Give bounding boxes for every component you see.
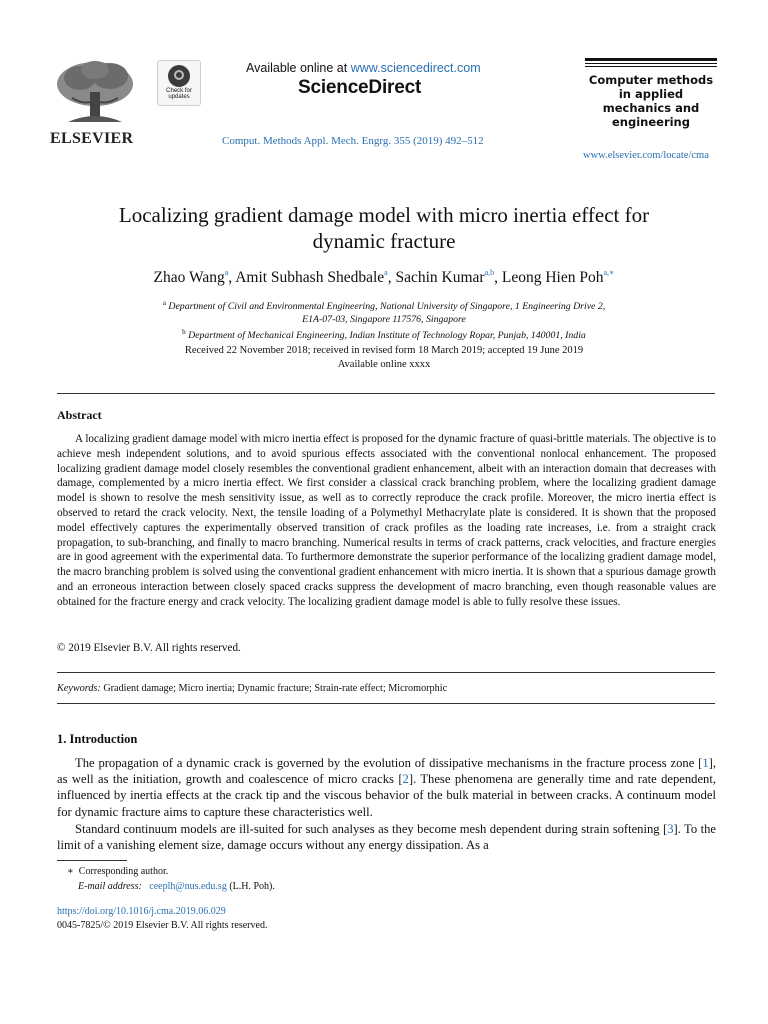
author-affiliation-mark[interactable]: a (384, 268, 388, 277)
author-affiliation-mark[interactable]: a,∗ (603, 268, 615, 277)
received-dates: Received 22 November 2018; received in revised form 18 March 2019; accepted 19 June 2019 (184, 345, 584, 356)
author-affiliation-mark[interactable]: a,b (484, 268, 495, 277)
affiliation-b-line1: Department of Mechanical Engineering, Indian Institute of Technology Ropar, Punjab, 140001, India (188, 330, 586, 341)
affiliation-a-line1: Department of Civil and Environmental Engineering, National University of Singapore, 1 Engineering Drive 2, (168, 301, 606, 312)
paper-title: Localizing gradient damage model with micro inertia effect for dynamic fracture (118, 203, 650, 253)
abstract-heading: Abstract (57, 408, 102, 422)
author-affiliation-mark[interactable]: a (224, 268, 229, 277)
available-online-date: Available online xxxx (337, 359, 431, 370)
author-name[interactable]: Sachin Kumar (395, 269, 485, 286)
citation-link[interactable]: 1 (702, 756, 709, 770)
journal-citation-link[interactable]: Comput. Methods Appl. Mech. Engrg. 355 (2019) 492–512 (222, 135, 484, 147)
author-name[interactable]: Amit Subhash Shedbale (235, 269, 385, 286)
check-updates-icon (168, 65, 190, 87)
citation-link[interactable]: 3 (667, 822, 674, 836)
affiliation-a-line2: E1A-07-03, Singapore 117576, Singapore (302, 314, 466, 325)
author-name[interactable]: Zhao Wang (153, 269, 225, 286)
publisher-name: ELSEVIER (50, 130, 134, 147)
keywords-label: Keywords: (57, 683, 101, 694)
keywords-text: Gradient damage; Micro inertia; Dynamic fracture; Strain-rate effect; Micromorphic (100, 683, 448, 694)
sciencedirect-link[interactable]: www.sciencedirect.com (350, 61, 481, 75)
abstract-copyright: © 2019 Elsevier B.V. All rights reserved. (57, 642, 241, 654)
journal-name: Computer methods in applied mechanics and engineering (588, 73, 714, 129)
divider (57, 703, 715, 704)
sciencedirect-wordmark: ScienceDirect (298, 77, 422, 98)
corresponding-author-note: ∗ Corresponding author. (67, 866, 169, 877)
issn-copyright: 0045-7825/© 2019 Elsevier B.V. All rights reserved. (57, 920, 268, 931)
journal-masthead (585, 58, 717, 129)
abstract-body: A localizing gradient damage model with micro inertia effect is proposed for the dynamic fracture of quasi-brittle materials. The objective is to achieve mesh independent solutions, and to avoid spurious effects associated with the conventional nonlocal enhancement. The proposed localizing gradient damage model closely resembles the conventional gradient enhancement, albeit with an interaction domain that decreases with damage, complemented by a micro inertia effect. We first consider a classical crack branching problem, where the localizing gradient damage model is shown to resolve the mesh sensitivity issue, as well as to correctly reproduce the crack profile. Moreover, the micro inertia effect is observed to retard the crack velocity. Next, the tensile loading of a Polymethyl Methacrylate plate is considered. It is shown that the proposed model effectively captures the experimentally observed transition of crack profiles as the loading rate increases, i.e. from a straight crack propagation, to sub-branching, and finally to macro branching. Numerical results in terms of crack patterns, crack velocities, and fracture energies are in good agreement with the experimental data. To furthermore demonstrate the superior performance of the localizing gradient damage model, the macro branching problem is solved using the conventional gradient enhancement with micro inertia. It is shown that a spurious damage growth and an erroneous interaction between closely spaced cracks suppress the development of macro branching, even though reasonable values are obtained for the fracture energy and crack velocity. The localizing gradient damage model is able to fully resolve these issues. (57, 433, 716, 608)
intro-paragraph-1: The propagation of a dynamic crack is governed by the evolution of dissipative mechanisms in the fracture process zone [1], as well as the initiation, growth and coalescence of micro cracks [2]. These phenomena are generally time and rate dependent, influenced by inertia effects at the crack tip and the viscous behavior of the bulk material in between cracks. A continuum model for dynamic fracture aims to capture these characteristics well. (57, 756, 716, 819)
section-heading-introduction: 1. Introduction (57, 732, 138, 746)
journal-url-link[interactable]: www.elsevier.com/locate/cma (583, 150, 709, 161)
article-history (60, 344, 708, 372)
keywords-line (57, 683, 447, 694)
elsevier-tree-logo (50, 58, 140, 130)
citation-link[interactable]: 2 (402, 772, 409, 787)
footnote-divider (57, 860, 127, 861)
author-list: Zhao Wang$^a$, Amit Subhash Shedbale$^a$, Sachin Kumar$^{a,b}$, Leong Hien Poh$^{a,∗}$ (153, 268, 615, 286)
check-for-updates-badge[interactable] (157, 60, 201, 106)
divider (57, 672, 715, 673)
available-online-line (246, 61, 481, 75)
divider (57, 393, 715, 394)
email-link[interactable]: ceeplh@nus.edu.sg (149, 881, 227, 892)
author-name[interactable]: Leong Hien Poh (501, 269, 604, 286)
doi-link[interactable]: https://doi.org/10.1016/j.cma.2019.06.029 (57, 906, 226, 917)
intro-paragraph-2: Standard continuum models are ill-suited for such analyses as they become mesh dependent during strain softening [3]. To the limit of a vanishing element size, damage occurs without any energy dissipation. As a (57, 822, 716, 853)
available-prefix: Available online at (246, 61, 351, 75)
email-footnote: E-mail address: ceeplh@nus.edu.sg (L.H. Poh). (78, 881, 275, 892)
affiliations: $^a$ Department of Civil and Environmental Engineering, National University of Singapore, 1 Engineering Drive 2, E1A-07-03, Singapore 117576, Singapore $^b$ Department of Mechanical Engineering, Indian Institute of Technology Ropar, Punjab, 140001, India (60, 297, 708, 342)
check-updates-label: Check for updates (166, 88, 192, 100)
